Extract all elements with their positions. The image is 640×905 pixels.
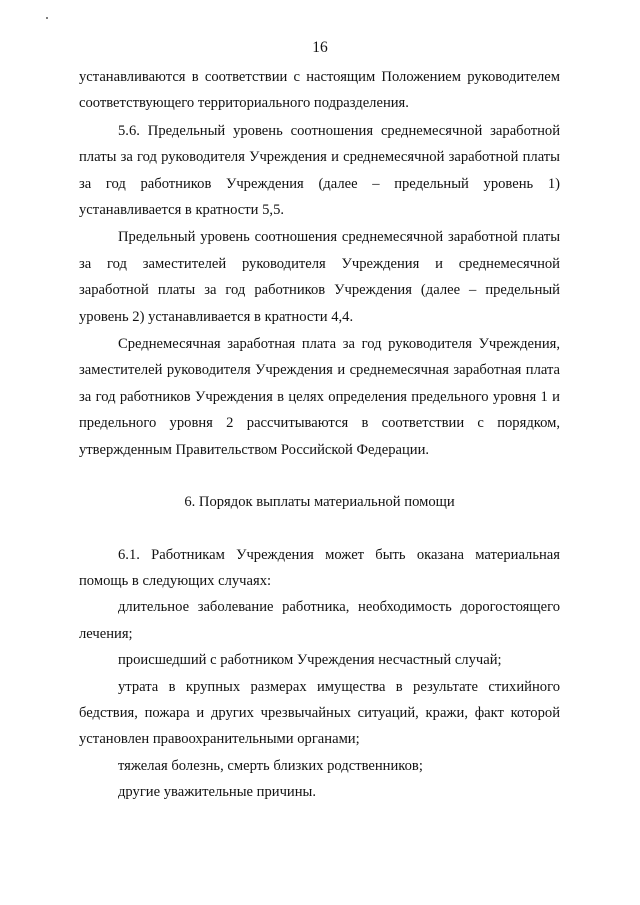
document-body — [79, 64, 560, 806]
paragraph-average-salary: Среднемесячная заработная плата за год руководителя Учреждения, заместителей руководителя Учреждения и среднемесячная заработная плата за год работников Учреждения в целях определения предельного уровня 1 и предельного уровня 2 рассчитываются в соответствии с порядком, утвержденным Правительством Российской Федерации. — [79, 336, 560, 458]
page-number: 16 — [312, 39, 328, 56]
scan-speck — [46, 17, 48, 19]
paragraph-limit-level-2: Предельный уровень соотношения среднемесячной заработной платы за год заместителей руководителя Учреждения и среднемесячной заработной платы за год работников Учреждения (далее – предельный уровень 2) устанавливается в кратности 4,4. — [79, 229, 560, 325]
list-item-property-loss: утрата в крупных размерах имущества в результате стихийного бедствия, пожара и других чрезвычайных ситуаций, кражи, факт которой установлен правоохранительными органами; — [79, 678, 560, 748]
paragraph-6-1: 6.1. Работникам Учреждения может быть оказана материальная помощь в следующих случаях: — [79, 546, 560, 589]
list-item-other-reasons: другие уважительные причины. — [118, 784, 316, 801]
paragraph-5-6: 5.6. Предельный уровень соотношения среднемесячной заработной платы за год руководителя Учреждения и среднемесячной заработной платы за год работников Учреждения (далее – предельный уровень 1) устанавливается в кратности 5,5. — [79, 122, 560, 219]
list-item-illness: длительное заболевание работника, необходимость дорогостоящего лечения; — [79, 599, 560, 642]
section-heading-6: 6. Порядок выплаты материальной помощи — [184, 494, 455, 511]
list-item-relatives: тяжелая болезнь, смерть близких родственников; — [118, 757, 423, 774]
paragraph-continuation: устанавливаются в соответствии с настоящим Положением руководителем соответствующего территориального подразделения. — [79, 69, 560, 112]
list-item-accident: происшедший с работником Учреждения несчастный случай; — [118, 652, 502, 669]
